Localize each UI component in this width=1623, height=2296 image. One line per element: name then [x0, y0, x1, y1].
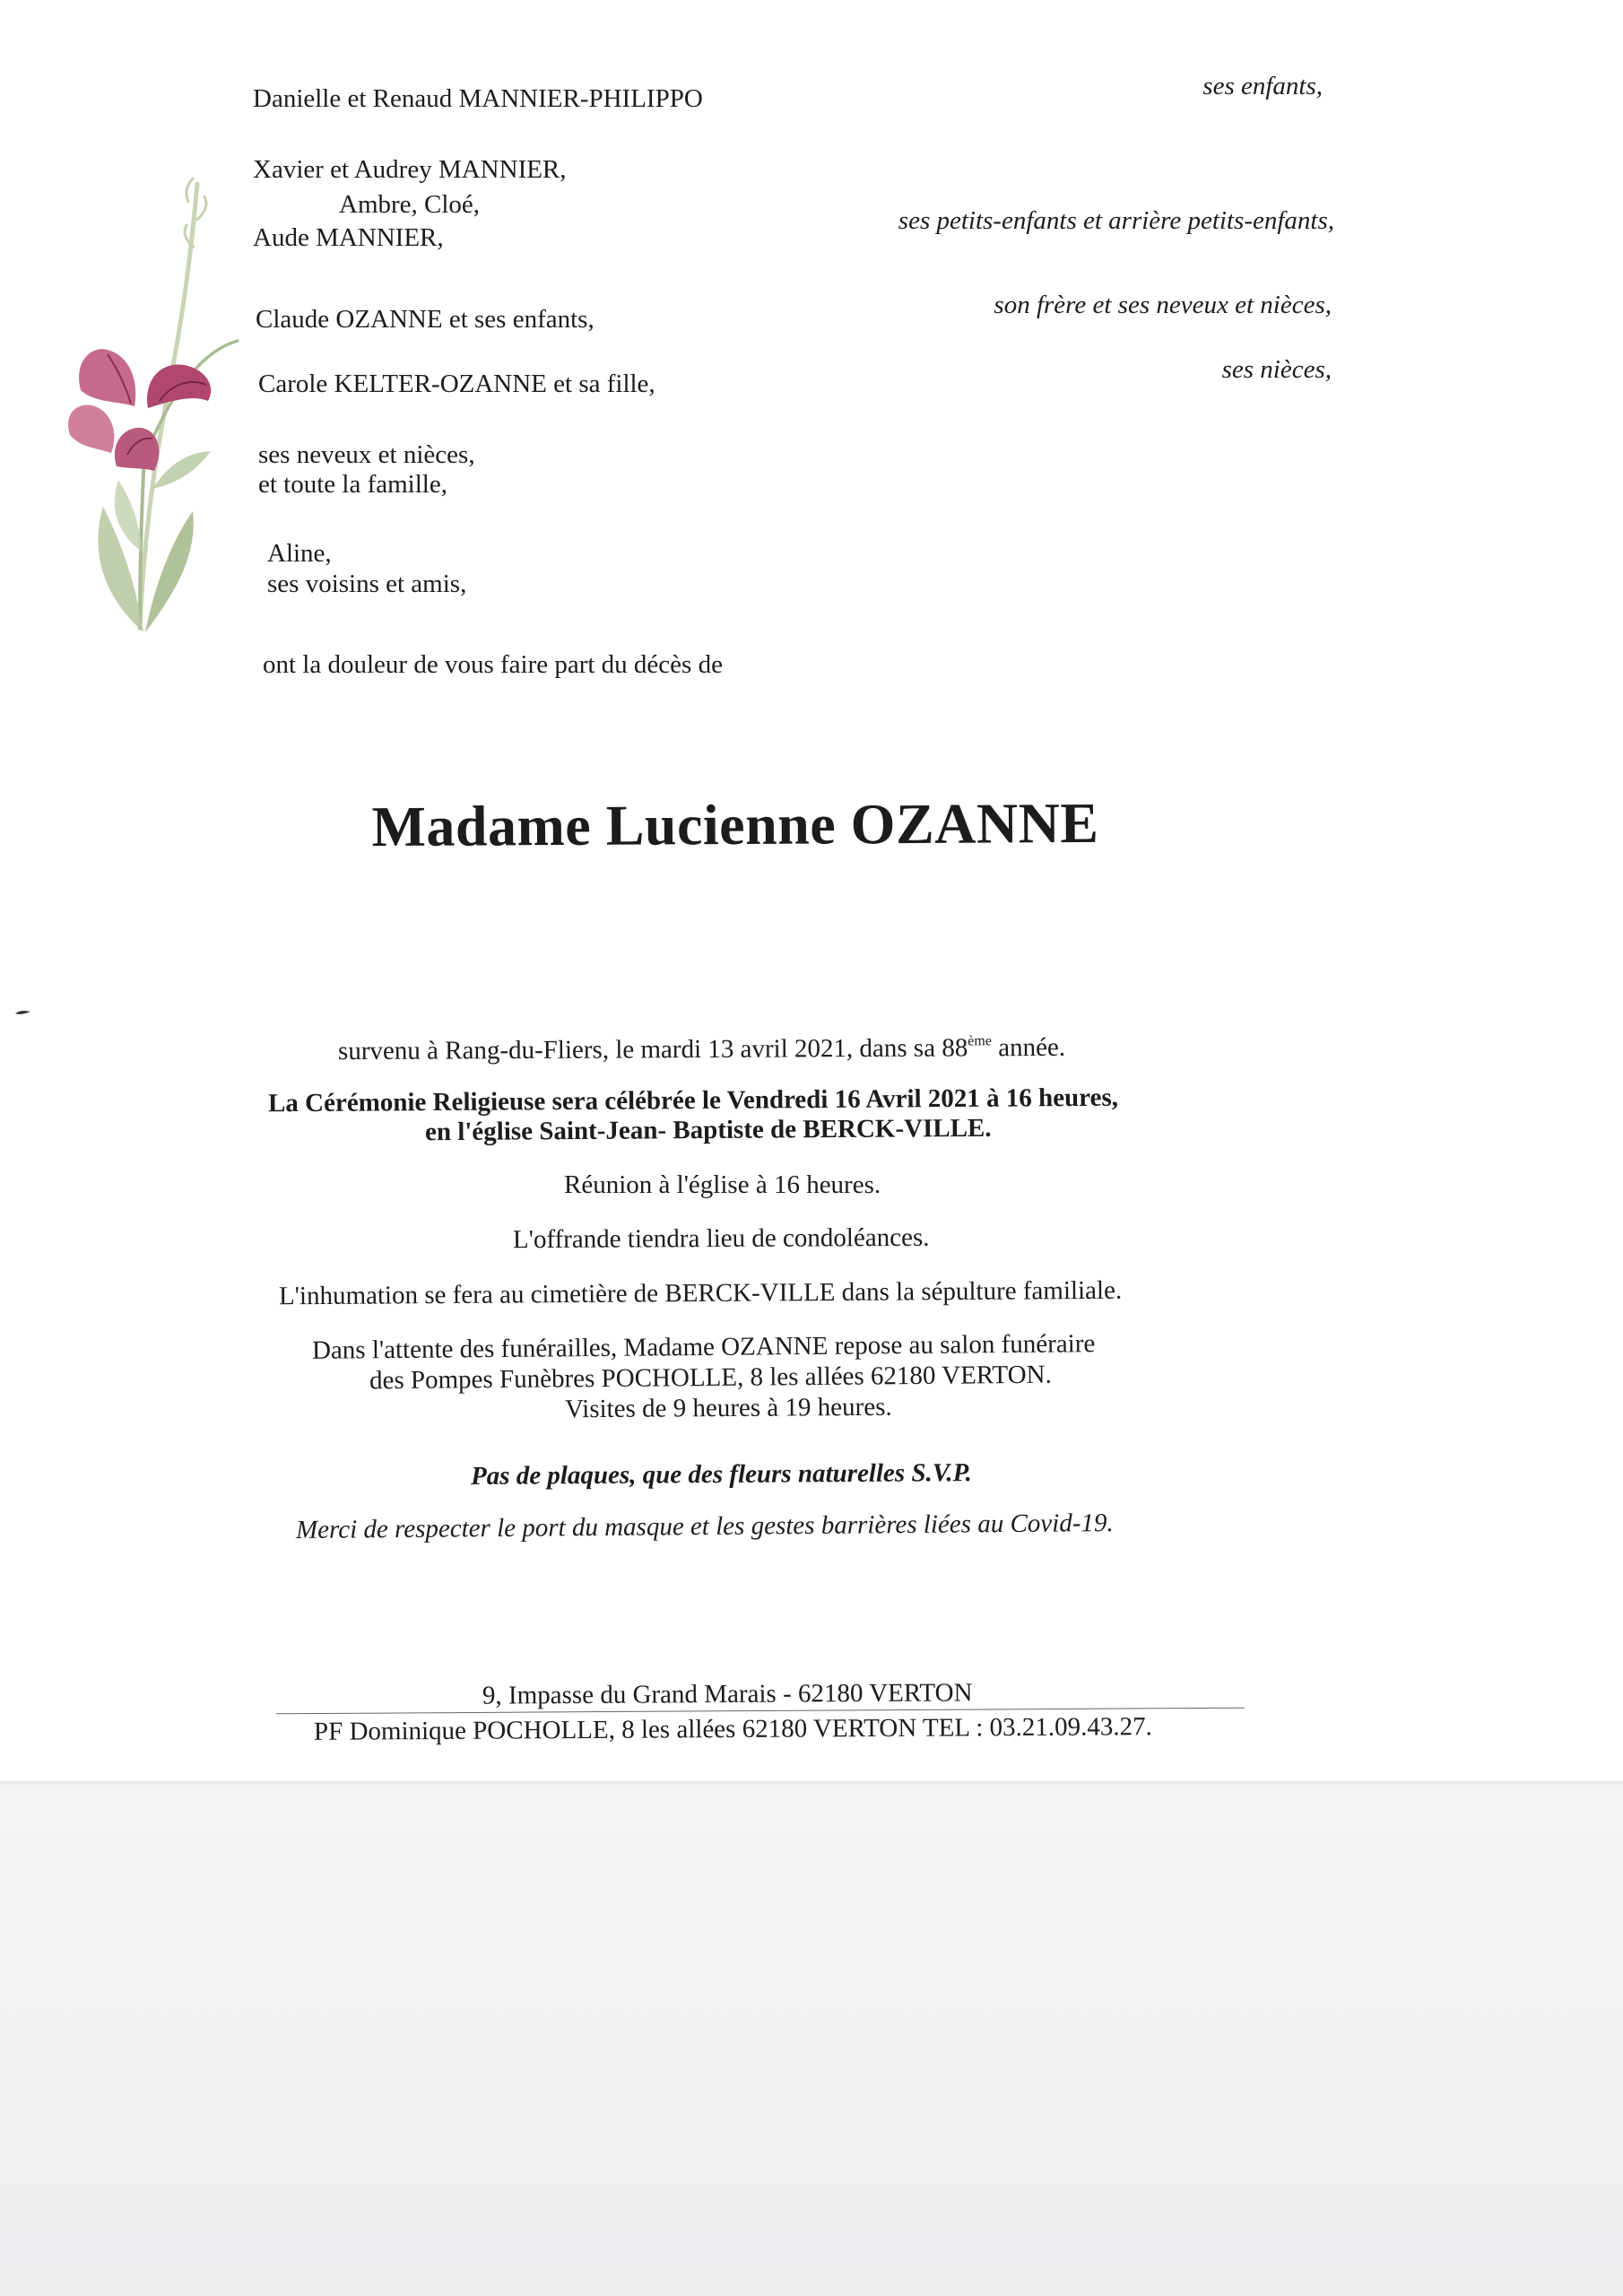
death-text: survenu à Rang-du-Fliers, le mardi 13 avril 2021, dans sa 88 — [337, 1033, 968, 1066]
detail-reunion: Réunion à l'église à 16 heures. — [564, 1170, 881, 1199]
family-aude: Aude MANNIER, — [253, 223, 444, 252]
family-neveux: ses neveux et nièces, — [258, 440, 475, 469]
family-famille: et toute la famille, — [258, 470, 447, 499]
note-plaques: Pas de plaques, que des fleurs naturelles S.V.P. — [470, 1458, 972, 1491]
family-voisins: ses voisins et amis, — [267, 570, 467, 598]
family-danielle-renaud: Danielle et Renaud MANNIER-PHILIPPO — [253, 84, 703, 113]
relation-petits-enfants: ses petits-enfants et arrière petits-enfants, — [898, 206, 1334, 235]
ordinal-suffix: ème — [968, 1033, 992, 1049]
calla-lily-illustration — [54, 166, 260, 632]
relation-enfants: ses enfants, — [1202, 72, 1323, 100]
detail-repose-2: des Pompes Funèbres POCHOLLE, 8 les allées 62180 VERTON. — [369, 1360, 1052, 1396]
detail-offrande: L'offrande tiendra lieu de condoléances. — [512, 1222, 930, 1255]
relation-frere: son frère et ses neveux et nièces, — [994, 291, 1332, 319]
announcement-text: ont la douleur de vous faire part du décès de — [263, 650, 723, 679]
deceased-name: Madame Lucienne OZANNE — [371, 790, 1099, 859]
footer-address: 9, Impasse du Grand Marais - 62180 VERTON — [482, 1678, 973, 1710]
family-claude: Claude OZANNE et ses enfants, — [256, 305, 595, 334]
death-info — [337, 1032, 1066, 1066]
footer-funeral-home: PF Dominique POCHOLLE, 8 les allées 62180 VERTON TEL : 03.21.09.43.27. — [313, 1712, 1152, 1746]
detail-repose-1: Dans l'attente des funérailles, Madame OZANNE repose au salon funéraire — [311, 1329, 1096, 1365]
scan-speck — [14, 1008, 32, 1017]
family-carole: Carole KELTER-OZANNE et sa fille, — [258, 370, 655, 398]
detail-visites: Visites de 9 heures à 19 heures. — [564, 1392, 892, 1424]
detail-inhumation: L'inhumation se fera au cimetière de BERCK-VILLE dans la sépulture familiale. — [278, 1275, 1123, 1311]
flower-petals — [68, 349, 211, 471]
scanner-background — [0, 1785, 1623, 2296]
family-xavier-audrey: Xavier et Audrey MANNIER, — [253, 155, 567, 184]
note-covid: Merci de respecter le port du masque et les gestes barrières liées au Covid-19. — [295, 1509, 1114, 1544]
death-after: année. — [991, 1032, 1066, 1063]
family-aline: Aline, — [267, 539, 332, 568]
ceremony-line-1: La Cérémonie Religieuse sera célébrée le Vendredi 16 Avril 2021 à 16 heures, — [267, 1083, 1119, 1118]
relation-nieces: ses nièces, — [1221, 355, 1332, 384]
ceremony-line-2: en l'église Saint-Jean- Baptiste de BERCK-VILLE. — [424, 1113, 992, 1147]
family-ambre-cloe: Ambre, Cloé, — [339, 190, 481, 219]
